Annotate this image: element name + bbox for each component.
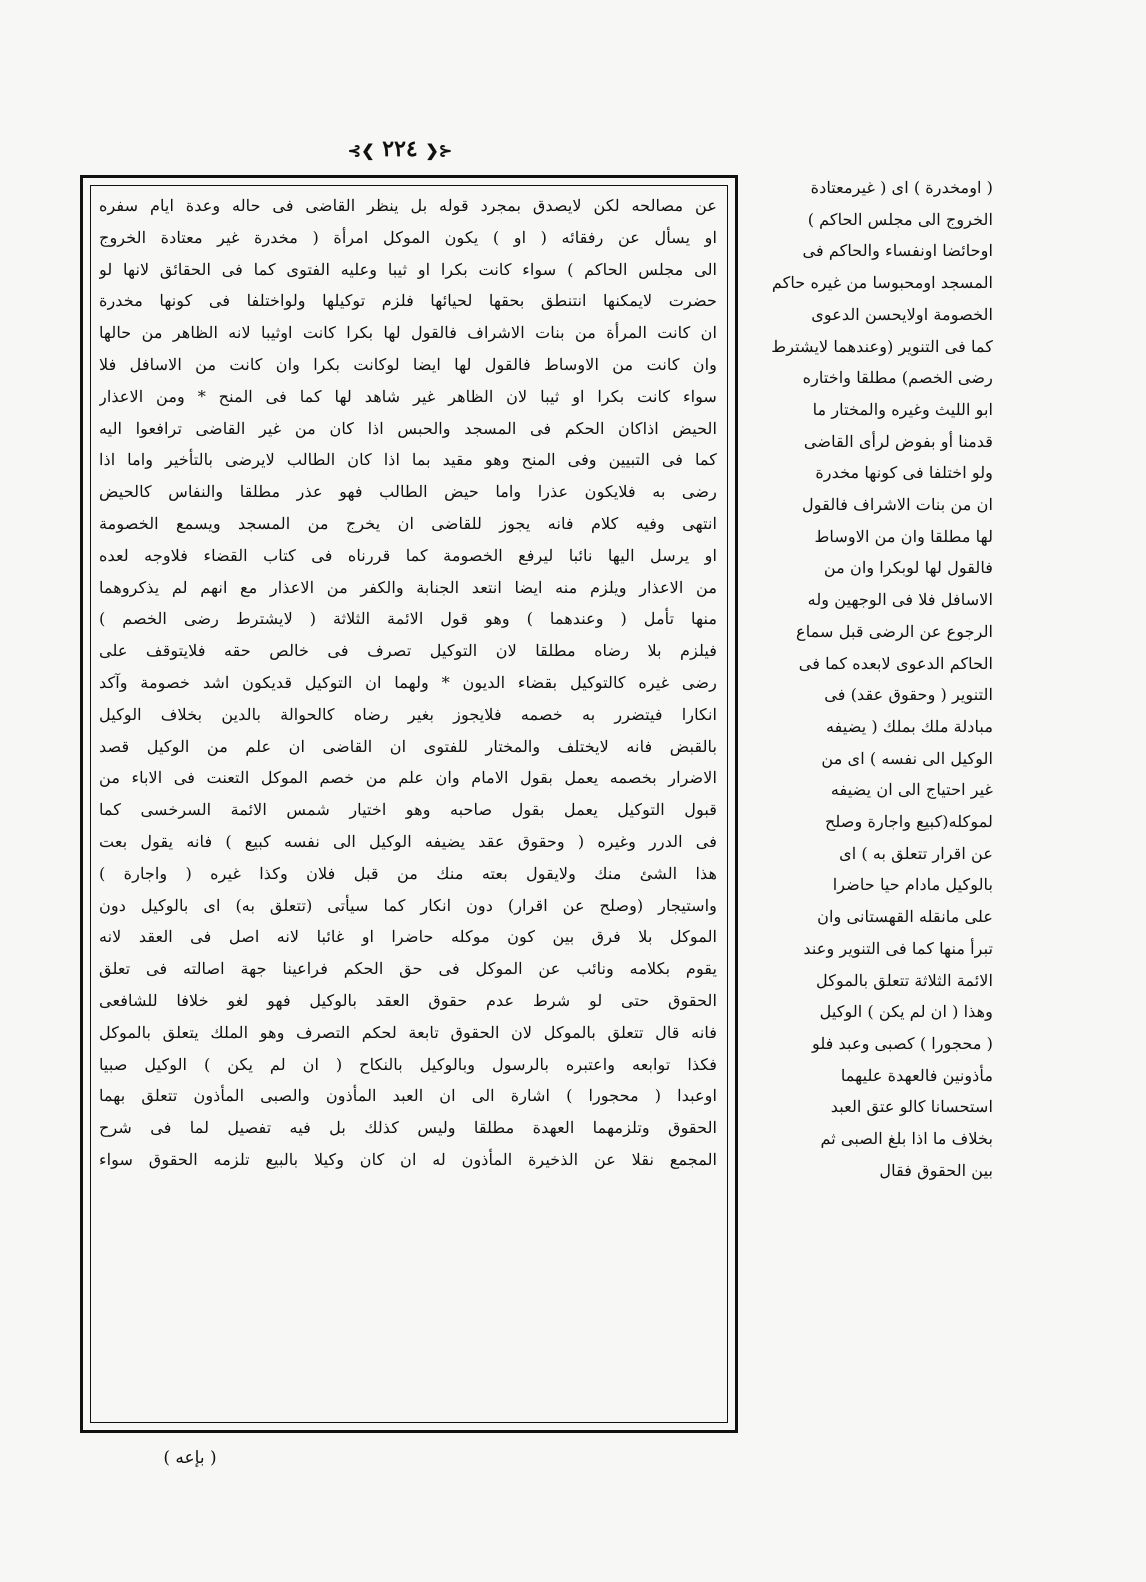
- main-text-line: اوعبدا ( محجورا ) اشارة الى ان العبد المأذون والصبى المأذون تتعلق بهما: [99, 1086, 717, 1106]
- main-text-line: عن مصالحه لكن لايصدق بمجرد قوله بل ينظر القاضى فى حاله وعدة ايام سفره: [99, 196, 717, 215]
- margin-text-line: بالوكيل مادام حيا حاضرا: [832, 875, 993, 895]
- main-text-line: ان كانت المرأة من بنات الاشراف فالقول لها بكرا كانت اوثيبا لانه الظاهر من حالها: [99, 323, 717, 343]
- main-text-line: او يسأل عن رفقائه ( او ) يكون الموكل امرأة ( مخدرة غير معتادة الخروج: [99, 227, 717, 247]
- margin-text-line: لها مطلقا وان من الاوساط: [814, 526, 993, 546]
- margin-text-line: الرجوع عن الرضى قبل سماع: [796, 621, 993, 641]
- main-text-line: يقوم بكلامه ونائب عن الموكل فى حق الحكم فراعينا جهة اصالته فى تعلق: [99, 959, 717, 979]
- margin-text-line: مبادلة ملك بملك ( يضيفه: [825, 716, 993, 736]
- main-text-line: هذا الشئ منك ولايقول بعته منك من قبل فلان وكذا غيره ( واجارة ): [99, 863, 717, 883]
- margin-text-line: الحاكم الدعوى لابعده كما فى: [798, 653, 993, 673]
- margin-text-line: كما فى التنوير (وعندهما لايشترط: [771, 336, 993, 356]
- margin-text-line: اوحائضا اونفساء والحاكم فى: [802, 241, 993, 261]
- main-text-line: رضى غيره كالتوكيل بقضاء الديون * ولهما ان التوكيل قديكون اشد خصومة وآكد: [99, 672, 717, 692]
- margin-text-line: بين الحقوق فقال: [879, 1160, 993, 1180]
- main-text-line: قبول التوكيل يعمل بقول صاحبه وهو اختيار شمس الائمة السرخسى كما: [99, 800, 717, 820]
- margin-text-line: وهذا ( ان لم يكن ) الوكيل: [819, 1002, 993, 1022]
- main-text-line: او يرسل اليها نائبا ليرفع الخصومة كما قررناه فى كتاب القضاء فلاوجه لعده: [99, 545, 717, 565]
- main-text-line: سواء كانت بكرا او ثيبا لان الظاهر غير شاهد لها كما فى المنح * ومن الاعذار: [99, 386, 717, 406]
- main-text-line: الحقوق وتلزمهما العهدة مطلقا وليس كذلك بل فيه تفصيل لما فى شرح: [99, 1118, 717, 1138]
- margin-text-line: ان من بنات الاشراف فالقول: [802, 495, 993, 515]
- main-text-line: فى الدرر وغيره ( وحقوق عقد يضيفه الوكيل الى نفسه كبيع ) فانه يقول بعت: [99, 831, 717, 851]
- margin-text-line: ابو الليث وغيره والمختار ما: [812, 399, 993, 419]
- main-text-line: فانه قال تتعلق بالموكل لان الحقوق تابعة لحكم التصرف وهو الملك يتعلق بالموكل: [99, 1022, 717, 1042]
- margin-text-line: على مانقله القهستانى وان: [817, 907, 993, 927]
- margin-text-line: الائمة الثلاثة تتعلق بالموكل: [816, 970, 993, 990]
- margin-text-line: فالقول لها لوبكرا وان من: [823, 558, 993, 578]
- ornament-left-icon: ⊰❮: [425, 141, 453, 160]
- main-text-line: منها تأمل ( وعندهما ) وهو قول الائمة الثلاثة ( لايشترط رضى الخصم ): [99, 609, 717, 629]
- main-text-line: الاضرار بخصمه يعمل بقول الامام وان علم من خصم الموكل التعنت فى الاباء من: [99, 768, 717, 788]
- margin-text-line: بخلاف ما اذا بلغ الصبى ثم: [820, 1129, 993, 1149]
- main-text-inner-frame: [90, 185, 728, 1423]
- page-number-value: ٢٢٤: [382, 136, 418, 162]
- main-text-line: كما فى التبيين وفى المنح وهو مقيد بما اذا كان الطالب لايرضى بالتأخير واما اذا: [99, 450, 717, 470]
- main-text-line: رضى به فلايكون عذرا واما حيض الطالب فهو عذر مطلقا والنفاس كالحيض: [99, 482, 717, 502]
- main-text-line: بالقبض فانه لايختلف والمختار للفتوى ان القاضى ان علم من الوكيل قصد: [99, 736, 717, 756]
- main-text-line: فيلزم بلا رضاه مطلقا لان التوكيل تصرف فى خالص حقه فلايتوقف على: [99, 641, 717, 661]
- ornament-right-icon: ❯⊱: [347, 141, 375, 160]
- main-text-line: الحيض اذاكان الحكم فى المسجد والحبس اذا كان من غير القاضى ترافعوا اليه: [99, 418, 717, 438]
- margin-text-line: الخصومة اولايحسن الدعوى: [811, 304, 993, 324]
- margin-text-line: عن اقرار تتعلق به ) اى: [839, 843, 993, 863]
- margin-text-line: ( اومخدرة ) اى ( غيرمعتادة: [810, 178, 993, 197]
- margin-text-line: قدمنا أو بفوض لرأى القاضى: [803, 431, 993, 451]
- main-text-line: انكارا فيتضرر به خصمه فلايجوز بغير رضاه كالحوالة بالدين بخلاف الوكيل: [99, 704, 717, 724]
- main-text-line: وان كانت من الاوساط فالقول لها ايضا لوكانت بكرا وان كانت من الاسافل فلا: [99, 354, 717, 374]
- margin-text-line: الخروج الى مجلس الحاكم ): [807, 209, 993, 229]
- main-text-line: واستيجار (وصلح عن اقرار) دون انكار كما سيأتى (تتعلق به) اى بالوكيل دون: [99, 895, 717, 915]
- main-text-line: الموكل بلا فرق بين كون موكله حاضرا او غائبا لانه اصل فى العقد لانه: [99, 927, 717, 947]
- margin-text-line: ( محجورا ) كصبى وعبد فلو: [811, 1033, 993, 1053]
- margin-text-line: الوكيل الى نفسه ) اى من: [821, 748, 993, 768]
- main-text-line: فكذا توابعه واعتبره بالرسول وبالوكيل بالنكاح ( ان لم يكن ) الوكيل صبيا: [99, 1054, 717, 1074]
- main-text-frame: [80, 175, 738, 1433]
- catchword: ( بإعه ): [163, 1448, 217, 1468]
- margin-commentary: [753, 172, 993, 1442]
- main-text-line: المجمع نقلا عن الذخيرة المأذون له ان كان وكيلا بالبيع تلزمه الحقوق سواء: [99, 1149, 717, 1169]
- main-text-line: الى مجلس الحاكم ) سواء كانت بكرا او ثيبا وعليه الفتوى كما فى الحقائق لانها لو: [99, 259, 717, 279]
- main-text-line: الحقوق حتى لو شرط عدم حقوق العقد بالوكيل فهو لغو خلافا للشافعى: [99, 990, 717, 1010]
- margin-text-line: ولو اختلفا فى كونها مخدرة: [815, 463, 993, 483]
- main-text-block: [99, 190, 717, 1418]
- margin-text-line: مأذونين فالعهدة عليهما: [840, 1065, 993, 1085]
- margin-text-line: لموكله(كبيع واجارة وصلح: [824, 812, 993, 832]
- margin-text-line: الاسافل فلا فى الوجهين وله: [807, 590, 993, 610]
- page-number: [335, 136, 465, 162]
- margin-text-line: غير احتياج الى ان يضيفه: [830, 780, 993, 800]
- main-text-line: حضرت لايمكنها انتنطق بحقها لحيائها فلزم توكيلها ولواختلفا فى كونها مخدرة: [99, 291, 717, 311]
- margin-text-line: استحسانا كالو عتق العبد: [830, 1097, 993, 1117]
- margin-text-line: تبرأ منها كما فى التنوير وعند: [803, 938, 993, 958]
- margin-text-line: التنوير ( وحقوق عقد) فى: [824, 685, 993, 705]
- margin-text-line: المسجد اومحبوسا من غيره حاكم: [771, 273, 993, 293]
- margin-text-line: رضى الخصم) مطلقا واختاره: [802, 368, 993, 388]
- main-text-line: انتهى وفيه كلام فانه يجوز للقاضى ان يخرج من المسجد ويسمع الخصومة: [99, 513, 717, 533]
- main-text-line: من الاعذار ويلزم منه ايضا انتعد الجنابة والكفر من الاعذار مع انهم لم يذكروهما: [99, 577, 717, 597]
